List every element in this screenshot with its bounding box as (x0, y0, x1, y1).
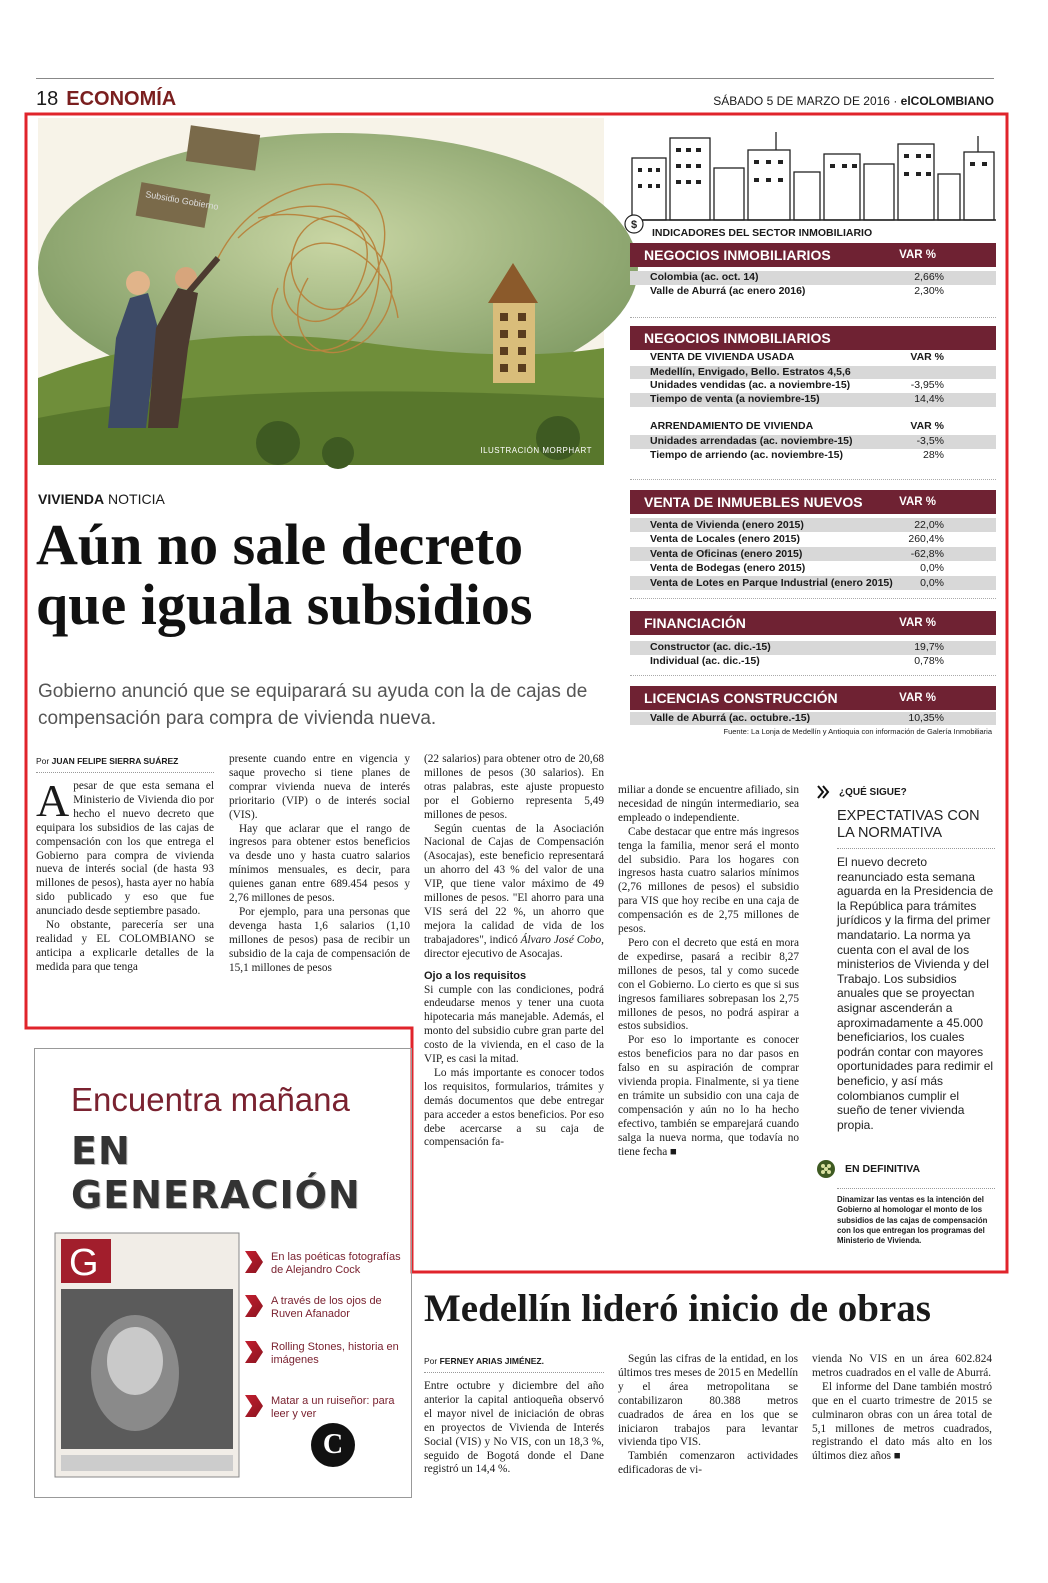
headline: Aún no sale decreto que iguala subsidios (36, 512, 533, 637)
section-title: ECONOMÍA (66, 88, 177, 110)
nuevos-title: VENTA DE INMUEBLES NUEVOS (644, 493, 863, 510)
illustration-credit: ILUSTRACIÓN MORPHART (480, 446, 592, 455)
dateline: SÁBADO 5 DE MARZO DE 2016 · elCOLOMBIANO (713, 94, 994, 108)
arrow-icon (245, 1251, 263, 1273)
paragraph: Cabe destacar que entre más ingresos tenga la familia, menor será el monto del subsidio. Para los hogares con ingresos hasta cuatro salarios mínimos (2,76 millones de pesos) el subsidio para VIS que hoy recibe en una caja de compensación es de 2,75 millones de pesos. (618, 825, 799, 936)
licencias-bar: LICENCIAS CONSTRUCCIÓN VAR % (630, 686, 996, 710)
indicator-row: Individual (ac. dic.-15) 0,78% (650, 654, 944, 667)
indicator-row: Venta de Vivienda (enero 2015) 22,0% (630, 518, 996, 533)
paragraph: Por ejemplo, para una personas que devenga hasta 1,6 salarios (1,10 millones de pesos) pasa de recibir un subsidio de la caja de compensación de 15,1 millones de pesos (229, 905, 410, 974)
definitiva-rule (837, 1188, 995, 1189)
indicator-row: Valle de Aburrá (ac enero 2016) 2,30% (650, 284, 944, 297)
illustration (38, 118, 604, 465)
indicator-row: Tiempo de venta (a noviembre-15) 14,4% (630, 393, 996, 407)
article2-column-2 (618, 1353, 798, 1478)
indicators-box (626, 128, 996, 736)
kicker-section: VIVIENDA (38, 491, 105, 507)
svg-text:$: $ (631, 219, 638, 231)
indicator-row: Venta de Bodegas (enero 2015) 0,0% (650, 562, 944, 575)
neg1-title: NEGOCIOS INMOBILIARIOS (644, 247, 831, 263)
paragraph: El informe del Dane también mostró que en el cuarto trimestre de 2015 se culminaron obras con un área total de 5,1 millones de metros cuadrados, registrando el dato más alto en los últimos diez años ■ (812, 1380, 992, 1463)
indicator-row: Unidades vendidas (ac. a noviembre-15) -3,95% (650, 379, 944, 392)
separator (630, 479, 996, 480)
sidebar-title: EXPECTATIVAS CON LA NORMATIVA (837, 808, 980, 841)
financiacion-title: FINANCIACIÓN (644, 615, 746, 632)
article2-byline: Por FERNEY ARIAS JIMÉNEZ. (424, 1356, 544, 1366)
subheadline: Gobierno anunció que se equiparará su ayuda con la de cajas de compensación para compra de vivienda nueva. (38, 681, 588, 729)
financiacion-bar: FINANCIACIÓN VAR % (630, 611, 996, 635)
paragraph: vienda No VIS en un área 602.824 metros cuadrados en el valle de Aburrá. (812, 1353, 992, 1379)
indicator-row: Venta de Lotes en Parque Industrial (enero 2015) 0,0% (630, 576, 996, 591)
paragraph: pesar de que esta semana el Ministerio de Vivienda dio por hecho el nuevo decreto que equipara los subsidios de las cajas de compensación con los que entrega el Gobierno para compra de vivienda nueva de interés social (de hasta 93 millones de pesos), hasta ayer no había sido publicado y eso que fue anunciado desde septiembre pasado. (36, 780, 214, 918)
magazine-cover-image (55, 1233, 239, 1477)
neg2-sub1: VENTA DE VIVIENDA USADA VAR % (650, 350, 944, 363)
dropcap: A (36, 775, 70, 826)
definitiva-title: EN DEFINITIVA (817, 1160, 995, 1178)
indicators-title: INDICADORES DEL SECTOR INMOBILIARIO (652, 227, 873, 239)
indicator-row: Colombia (ac. oct. 14) 2,66% (630, 271, 996, 285)
subhead: Ojo a los requisitos (424, 969, 527, 982)
kicker-type: NOTICIA (108, 491, 165, 507)
article2-column-1 (424, 1380, 604, 1477)
neg2-title: NEGOCIOS INMOBILIARIOS (644, 329, 831, 346)
ad-item: Matar a un ruiseñor: para leer y ver (245, 1395, 405, 1420)
cluster-icon (817, 1160, 835, 1178)
paragraph: Pero con el decreto que está en mora de expedirse, pasará a recibir 8,27 millones de pesos, tal y como sucede con el Gobierno. Lo cierto es que si sus ingresos familiares sobrepasan los 2,75 millones de pesos, no podrá aspirar a estos subsidios. (618, 936, 799, 1033)
indicator-row: Tiempo de arriendo (ac. noviembre-15) 28% (650, 448, 944, 461)
sidebar-kicker: ¿QUÉ SIGUE? (817, 784, 995, 800)
byline-rule (36, 772, 214, 773)
date: SÁBADO 5 DE MARZO DE 2016 (713, 94, 890, 108)
paragraph: (22 salarios) para obtener otro de 20,68 millones de pesos (30 salarios). En otras palabras, este ajuste propuesto por el Gobierno representa 5,49 millones de pesos. (424, 753, 604, 821)
article-column-4 (618, 784, 799, 1159)
byline (36, 756, 214, 766)
licencias-title: LICENCIAS CONSTRUCCIÓN (644, 689, 838, 706)
var-label: VAR % (899, 249, 936, 261)
ad-headline: Encuentra mañana (71, 1081, 350, 1118)
illustration-art (38, 118, 604, 465)
separator (630, 317, 996, 318)
article2-byline-rule (424, 1372, 604, 1373)
paragraph: Por eso lo importante es conocer estos beneficios para no dar pasos en falso en su aspiración de comprar vivienda propia. Finalmente, si ya tiene en trámite un subsidio con una caja de compensación y aún no lo ha hecho efectivo, también se emparejará cuando salga la nueva norma, que todavía no tiene fecha ■ (618, 1034, 799, 1158)
ad-item: En las poéticas fotografías de Alejandro Cock (245, 1251, 405, 1276)
article2-headline: Medellín lideró inicio de obras (424, 1287, 931, 1330)
neg2-bar (630, 326, 996, 350)
ad-item: A través de los ojos de Ruven Afanador (245, 1295, 405, 1320)
chevron-right-icon (817, 784, 831, 800)
paragraph: presente cuando entre en vigencia y saque provecho si tiene planes de comprar vivienda nueva de interés prioritario (VIP) o de interés social (VIS). (229, 753, 410, 821)
neg2-sub2: ARRENDAMIENTO DE VIVIENDA VAR % (650, 419, 944, 432)
byline-name: JUAN FELIPE SIERRA SUÁREZ (51, 756, 179, 766)
arrow-icon (245, 1395, 263, 1417)
paragraph: Lo más importante es conocer todos los requisitos, formularios, trámites y demás documentos que debe entregar para acceder a estos beneficios. Por eso debe acercarse a su caja de compensación fa- (424, 1066, 604, 1149)
quoted-name: Álvaro José Cobo, (520, 933, 605, 946)
article2-column-3 (812, 1353, 992, 1464)
arrow-icon (245, 1341, 263, 1363)
indicator-row: Unidades arrendadas (ac. noviembre-15) -3,5% (630, 435, 996, 449)
page-number: 18 (36, 88, 59, 110)
article-column-1 (36, 775, 214, 975)
indicator-row: Venta de Oficinas (enero 2015) -62,8% (630, 547, 996, 562)
masthead: elCOLOMBIANO (900, 94, 994, 108)
indicator-row: Valle de Aburrá (ac. octubre.-15) 10,35% (630, 712, 996, 726)
byline-prefix: Por (36, 756, 50, 766)
definitiva-body: Dinamizar las ventas es la intención del Gobierno al homologar el monto de los subsidios de las cajas de compensación con los que entregan los programas del Ministerio de Vivienda. (837, 1195, 988, 1246)
paragraph: Hay que aclarar que el rango de ingresos para obtener estos beneficios va desde uno y hasta cuatro salarios mínimos mensuales, es decir, para quienes ganan entre 689.454 pesos y 2,76 millones de pesos. (229, 822, 410, 905)
sidebar-body: El nuevo decreto reanunciado esta semana aguarda en la Presidencia de la República para trámites jurídicos y la firma del primer mandatario. La norma ya cuenta con el aval de los ministerios de Vivienda y del Trabajo. Los subsidios anuales que se proyectan asignar ascenderán a aproximadamente a 45.000 beneficiarios, los cuales podrán contar con mayores oportunidades para redimir el beneficio, y así más colombianos cumplir el sueño de tener vivienda propia. (837, 855, 994, 1132)
svg-text:G: G (69, 1242, 99, 1284)
paragraph: Según las cifras de la entidad, en los últimos tres meses de 2015 en Medellín y el área metropolitana se contabilizaron 80.388 metros cuadrados de área en los que se iniciaron trabajos para levantar vivienda tipo VIS. (618, 1353, 798, 1449)
indicator-row: Medellín, Envigado, Bello. Estratos 4,5,6 (630, 366, 996, 380)
ad-item: Rolling Stones, historia en imágenes (245, 1341, 405, 1366)
ad-title: EN GENERACIÓN (71, 1129, 361, 1217)
separator (630, 675, 996, 676)
svg-text:Subsidio Gobierno: Subsidio Gobierno (144, 189, 220, 212)
article-column-3 (424, 753, 604, 1150)
neg1-bar (630, 243, 996, 267)
sidebar-rule (837, 848, 995, 849)
elcolombiano-logo: C (311, 1423, 355, 1467)
paragraph: miliar a donde se encuentre afiliado, sin necesidad de ningún intermediario, sea empleado o independiente. (618, 784, 799, 824)
sidebar (817, 784, 995, 1246)
paragraph: No obstante, parecería ser una realidad y EL COLOMBIANO se anticipa a explicarle detalles de la medida para que tenga (36, 919, 214, 973)
nuevos-bar: VENTA DE INMUEBLES NUEVOS VAR % (630, 490, 996, 514)
indicator-row: Venta de Locales (enero 2015) 260,4% (650, 533, 944, 546)
paragraph: Entre octubre y diciembre del año anterior la capital antioqueña observó el mayor nivel de iniciación de obras en proyectos de Vivienda de Interés Social (VIS) y No VIS, con un 18,3 %, seguido de Bogotá donde el Dane registró un 14,4 %. (424, 1380, 604, 1476)
indicator-row: Constructor (ac. dic.-15) 19,7% (630, 641, 996, 655)
arrow-icon (245, 1295, 263, 1317)
skyline-icon (626, 128, 996, 231)
separator (630, 598, 996, 599)
source-note: Fuente: La Lonja de Medellín y Antioquia con información de Galería Inmobiliaria (723, 727, 992, 737)
article-kicker (38, 491, 165, 507)
paragraph: También comenzaron actividades edificadoras de vi- (618, 1450, 798, 1477)
article-column-2 (229, 753, 410, 976)
paragraph: Si cumple con las condiciones, podrá endeudarse menos y tener una cuota hipotecaria más manejable. Además, el monto del subsidio cubre gran parte del costo de la vivienda, en el caso de la VIP, es casi la mitad. (424, 983, 604, 1066)
advertisement (34, 1048, 412, 1498)
paragraph: Según cuentas de la Asociación Nacional de Cajas de Compensación (Asocajas), este beneficio representará un ahorro del 43 % del valor de una VIP, que tiene valor máximo de 49 millones de pesos. "El ahorro para una VIS será del 22 %, un ahorro que mejora la calidad de vida de los trabajadores", indicó Álvaro José Cobo, director ejecutivo de Asocajas. (424, 822, 605, 960)
